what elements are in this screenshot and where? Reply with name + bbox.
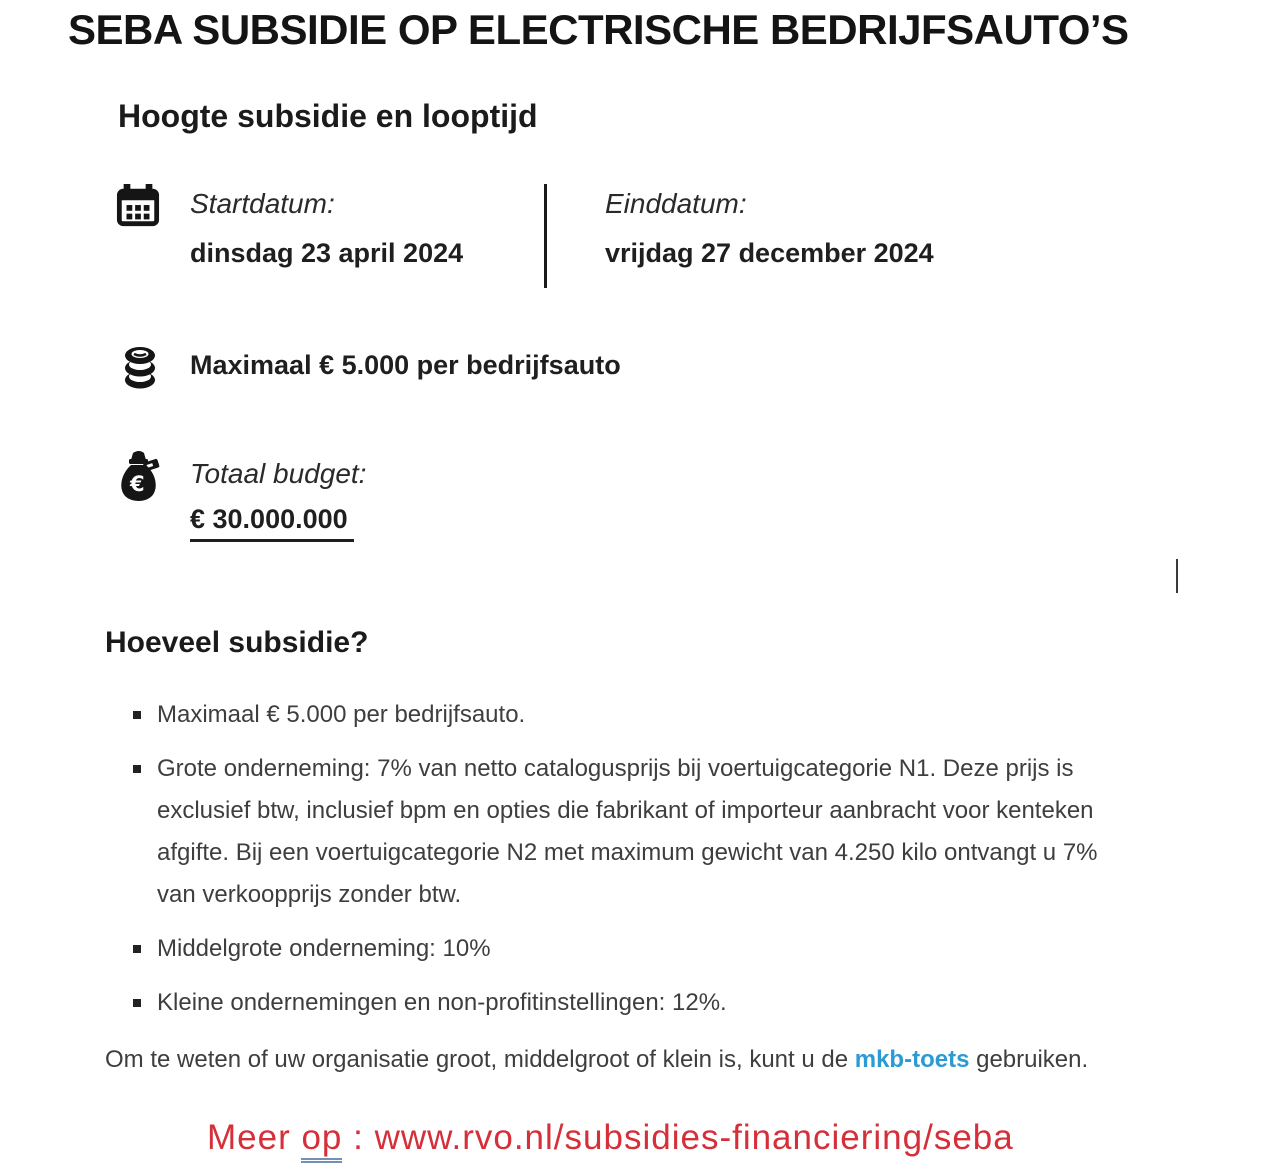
budget-value: € 30.000.000 — [190, 504, 354, 542]
max-amount-text: Maximaal € 5.000 per bedrijfsauto — [190, 350, 621, 380]
bullet-item-max: Maximaal € 5.000 per bedrijfsauto. — [133, 694, 1138, 736]
money-bag-euro-icon — [116, 450, 162, 506]
svg-text:€: € — [130, 472, 145, 496]
bullet-item-grote: Grote onderneming: 7% van netto catalogusprijs bij voertuigcategorie N1. Deze prijs is exclusief btw, inclusief bpm en opties die fabrikant of importeur aanbracht voor kenteken afgifte. Bij een voertuigcategorie N2 met maximum gewicht van 4.250 kilo ontvangt u 7% van verkoopprijs zonder btw. — [133, 748, 1138, 916]
einddatum-value: vrijdag 27 december 2024 — [605, 238, 934, 268]
note-text-after: gebruiken. — [969, 1046, 1089, 1073]
startdatum-label: Startdatum: — [190, 188, 335, 219]
footer-link-line — [207, 1118, 1014, 1158]
page-title: SEBA SUBSIDIE OP ELECTRISCHE BEDRIJFSAUTO’S — [68, 6, 1129, 53]
bullet-item-kleine: Kleine ondernemingen en non-profitinstellingen: 12%. — [133, 982, 1138, 1024]
footer-url: www.rvo.nl/subsidies-financiering/seba — [374, 1118, 1014, 1157]
calendar-icon — [115, 184, 161, 228]
mkb-toets-link[interactable]: mkb-toets — [854, 1046, 970, 1073]
section-heading-hoogte: Hoogte subsidie en looptijd — [118, 98, 538, 134]
footer-prefix: Meer — [207, 1118, 302, 1157]
coins-icon — [121, 343, 159, 391]
section-heading-hoeveel: Hoeveel subsidie? — [105, 626, 369, 659]
einddatum-label: Einddatum: — [605, 188, 747, 219]
vertical-divider — [544, 184, 547, 288]
mkb-note — [105, 1046, 1165, 1074]
text-cursor — [1176, 559, 1178, 593]
bullet-item-middelgrote: Middelgrote onderneming: 10% — [133, 928, 1138, 970]
startdatum-value: dinsdag 23 april 2024 — [190, 238, 464, 268]
note-text-before: Om te weten of uw organisatie groot, middelgroot of klein is, kunt u de — [105, 1046, 855, 1073]
footer-separator: : — [342, 1118, 375, 1157]
footer-underlined-word: op — [301, 1118, 342, 1163]
subsidy-bullet-list — [133, 694, 1138, 1036]
budget-label: Totaal budget: — [190, 458, 367, 489]
